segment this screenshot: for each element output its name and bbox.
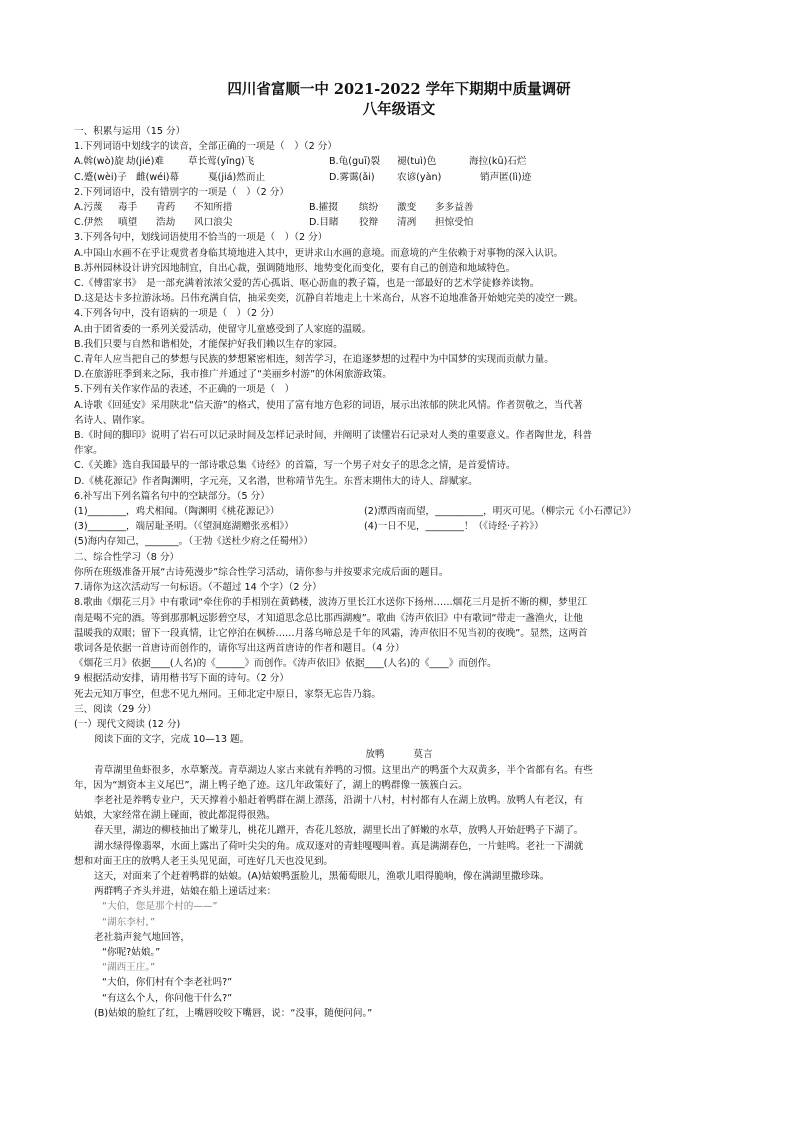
q4-option-c: C.青年人应当把自己的梦想与民族的梦想紧密相连，刻苦学习，在追逐梦想的过程中为中国梦的实现而贡献力量。 <box>74 354 554 366</box>
dialogue-line: “大伯，你们村有个李老社吗?” <box>102 977 233 989</box>
q6-row-1 <box>74 504 724 519</box>
option-text: 缤纷 <box>359 202 379 214</box>
option-text: 褪(tuì)色 <box>397 156 437 168</box>
question-1: 1.下列词语中划线字的读音，全部正确的一项是（ ）（2 分） <box>74 141 337 153</box>
q1-options-ab <box>74 154 724 169</box>
q8-text: 南是喝不完的酒。等到那那帆远影碧空尽，才知道思念总比那西湖瘦”。歌曲《涛声依旧》中有歌词“带走一盏渔火，让他 <box>74 612 583 624</box>
q4-option-a: A.由于团省委的一系列关爱活动，使留守儿童感受到了人家庭的温暖。 <box>74 323 372 335</box>
question-3: 3.下列各句中，划线词语使用不恰当的一项是（ ）（2 分） <box>74 232 328 244</box>
dialogue-line: “你呢?姑娘。” <box>102 946 161 958</box>
question-6: 6.补写出下列名篇名句中的空缺部分。（5 分） <box>74 490 270 502</box>
q5-option-b: B.《时间的脚印》说明了岩石可以记录时间及怎样记录时间，并阐明了读懂岩石记录对人类的重要意义。作者陶世龙，科普 <box>74 430 593 442</box>
option-text: 农谚(yàn) <box>397 171 442 183</box>
q2-options-ab <box>74 200 724 215</box>
option-text: 雌(wéi)幕 <box>136 171 180 183</box>
question-2: 2.下列词语中，没有错别字的一项是（ ）（2 分） <box>74 186 289 198</box>
option-text: 不知所措 <box>194 202 233 214</box>
q9-poem: 死去元知万事空，但悲不见九州同。王师北定中原日，家祭无忘告乃翁。 <box>74 688 381 700</box>
dialogue-line: “有这么个人，你问他干什么?” <box>102 992 233 1004</box>
q2-options-cd <box>74 215 724 230</box>
q1-options-cd <box>74 170 724 185</box>
q7-intro: 你所在班级准备开展“古诗苑漫步”综合性学习活动，请你参与并按要求完成后面的题目。 <box>74 566 449 578</box>
question-8: 8.歌曲《烟花三月》中有歌词“牵住你的手相别在黄鹤楼，波涛万里长江水送你下扬州……烟花三月是折不断的柳，梦里江 <box>74 597 587 609</box>
q5-option-c: C.《关雎》选自我国最早的一部诗歌总集《诗经》的首篇，写一个男子对女子的思念之情，是首爱情诗。 <box>74 460 516 472</box>
article-paragraph: 姑娘，大家经常在湖上碰面，彼此都混得很熟。 <box>74 810 276 822</box>
q5-option-a: A.诗歌《回延安》采用陕北“信天游”的格式，使用了富有地方色彩的词语，展示出浓郁的陕北风情。作者贺敬之，当代著 <box>74 399 583 411</box>
section-heading: 二、综合性学习（8 分） <box>74 551 180 563</box>
option-text: B.攉掇 <box>309 202 338 214</box>
fill-blank: (2)潭西南而望，__________，明灭可见。（柳宗元《小石潭记》） <box>364 506 637 518</box>
option-text: 浩劫 <box>156 217 176 229</box>
option-text: 青药 <box>156 202 176 214</box>
article-paragraph: 青草湖里鱼虾很多，水草繁茂。青草湖边人家古来就有养鸭的习惯。这里出产的鸭蛋个大双黄多，半个省都有名。有些 <box>94 764 593 776</box>
dialogue-line: “湖西王庄。” <box>102 962 156 974</box>
article-paragraph: 两群鸭子齐头并进，姑娘在船上递话过来： <box>94 886 277 898</box>
option-text: 戛(jiá)然而止 <box>208 171 266 183</box>
article-title: 放鸭 莫言 <box>365 749 433 761</box>
option-text: C.蹙(wèi)子 <box>74 171 127 183</box>
fill-blank: (3)________，端居耻圣明。（《望洞庭湖赠张丞相》） <box>74 521 294 533</box>
q3-option-a: A.中国山水画不在乎让观赏者身临其境地进入其中，更讲求山水画的意境。而意境的产生依赖于对事物的深入认识。 <box>74 247 564 259</box>
option-text: C.伊然 <box>74 217 103 229</box>
question-5: 5.下列有关作家作品的表述，不正确的一项是（ ） <box>74 384 295 396</box>
q5-option-b-cont: 作家。 <box>74 445 103 457</box>
option-text: B.龟(guī)裂 <box>329 156 381 168</box>
q4-option-d: D.在旅游旺季到来之际，我市推广并通过了“美丽乡村游”的休闲旅游政策。 <box>74 369 392 381</box>
option-text: 海拉(kū)石烂 <box>469 156 527 168</box>
option-text: 激变 <box>397 202 417 214</box>
option-text: 清冽 <box>397 217 417 229</box>
q8-text: 温暖我的双眼；留下一段真情，让它停泊在枫桥……月落乌啼总是千年的风霜，涛声依旧不见当初的夜晚”。显然，这两首 <box>74 627 588 639</box>
option-text: 多多益善 <box>435 202 474 214</box>
article-paragraph: 李老社是养鸭专业户，天天撑着小船赶着鸭群在湖上漂荡，沿湖十八村，村村都有人在湖上放鸭。放鸭人有老汉，有 <box>94 794 584 806</box>
q8-answer-line: 《烟花三月》依据____(人名)的《______》而创作。《涛声依旧》依据____(人名)的《____》而创作。 <box>74 658 497 670</box>
article-paragraph: 春天里，湖边的柳枝抽出了嫩芽儿，桃花儿蹭开，杏花儿怒放，湖里长出了鲜嫩的水草，放鸭人开始赶鸭子下湖了。 <box>94 825 584 837</box>
section-heading: 一、积累与运用（15 分） <box>74 126 186 137</box>
q5-option-a-cont: 名诗人、剧作家。 <box>74 414 151 426</box>
q5-option-d: D.《桃花源记》作者陶渊明，字元亮，又名潜，世称靖节先生。东晋末期伟大的诗人、辞赋家。 <box>74 475 478 487</box>
option-text: 草长莺(yīnɡ)飞 <box>188 156 255 168</box>
option-text: A.污蔑 <box>74 202 103 214</box>
page-title: 四川省富顺一中 2021-2022 学年下期期中质量调研 <box>227 81 571 98</box>
q3-option-b: B.苏州园林设计讲究因地制宜，自出心裁，强调随地形、地势变化而变化，要有自己的创造和地域特色。 <box>74 262 516 274</box>
question-9: 9 根据活动安排，请用楷书写下面的诗句。（2 分） <box>74 673 289 685</box>
q6-row-3: (5)海内存知己，_______。（王勃《送杜少府之任蜀州》） <box>74 536 314 548</box>
section-heading: 三、阅读（29 分） <box>74 703 157 715</box>
exam-page <box>74 80 724 1021</box>
question-7: 7.请你为这次活动写一句标语。（不超过 14 个字）（2 分） <box>74 582 322 594</box>
q3-option-c: C.《傅雷家书》 是一部充满着浓浓父爱的苦心孤诣、呕心沥血的教子篇，也是一部最好的艺术学徒修养读物。 <box>74 278 540 290</box>
article-paragraph: (B)姑娘的脸红了红，上嘴唇咬咬下嘴唇，说：“没事，随便问问。” <box>94 1007 373 1019</box>
option-text: 狡辩 <box>359 217 379 229</box>
article-paragraph: 湖水绿得像翡翠，水面上露出了荷叶尖尖的角。成双逐对的青蛙嘎嘎叫着。真是满湖春色，一片蛙鸣。老社一下湖就 <box>94 840 584 852</box>
article-paragraph: 这天，对面来了个赶着鸭群的姑娘。(A)姑娘鸭蛋脸儿，黑葡萄眼儿，渔歌儿唱得脆响，像在满湖里撒珍珠。 <box>94 870 550 882</box>
option-text: A.斡(wò)旋 <box>74 156 124 168</box>
option-text: 毒手 <box>118 202 138 214</box>
option-text: D.目睹 <box>309 217 339 229</box>
option-text: 风口浪尖 <box>194 217 233 229</box>
fill-blank: (1)________，鸡犬相闻。（陶渊明《桃花源记》） <box>74 506 280 518</box>
option-text: 销声匿(lì)迹 <box>480 171 532 183</box>
article-paragraph: 想和对面王庄的放鸭人老王头见见面，可连好几天也没见到。 <box>74 855 334 867</box>
dialogue-line: 老社翁声瓮气地回答， <box>94 931 190 943</box>
option-text: 嗔望 <box>118 217 138 229</box>
page-subtitle: 八年级语文 <box>362 101 436 118</box>
dialogue-line: “大伯，您是那个村的——” <box>102 901 218 913</box>
q3-option-d: D.这是达卡多拉游泳场。吕伟充满自信，抽采奕奕，沉静自若地走上十米高台，从容不迫地准备开始她完美的凌空一跳。 <box>74 293 584 305</box>
dialogue-line: “湖东李村，” <box>102 916 156 928</box>
question-4: 4.下列各句中，没有语病的一项是（ ）（2 分） <box>74 308 280 320</box>
option-text: D.雾霭(ǎi) <box>329 171 375 183</box>
q6-row-2 <box>74 519 724 534</box>
reading-intro: 阅读下面的文字，完成 10—13 题。 <box>94 734 250 746</box>
option-text: 劫(jié)难 <box>126 156 164 168</box>
q4-option-b: B.我们只要与自然和谐相处，才能保护好我们赖以生存的家园。 <box>74 338 343 350</box>
subsection-heading: (一）现代文阅读 (12 分) <box>74 718 181 730</box>
fill-blank: (4)一日不见，________！（《诗经·子衿》） <box>364 521 544 533</box>
q8-text: 歌词各是依据一首唐诗而创作的，请你写出这两首唐诗的作者和题目。（4 分） <box>74 642 405 654</box>
option-text: 担惊受怕 <box>435 217 474 229</box>
article-paragraph: 年，因为“割资本主义尾巴”，湖上鸭子绝了迹。这几年政策好了，湖上的鸭群像一簇簇白云。 <box>74 779 468 791</box>
